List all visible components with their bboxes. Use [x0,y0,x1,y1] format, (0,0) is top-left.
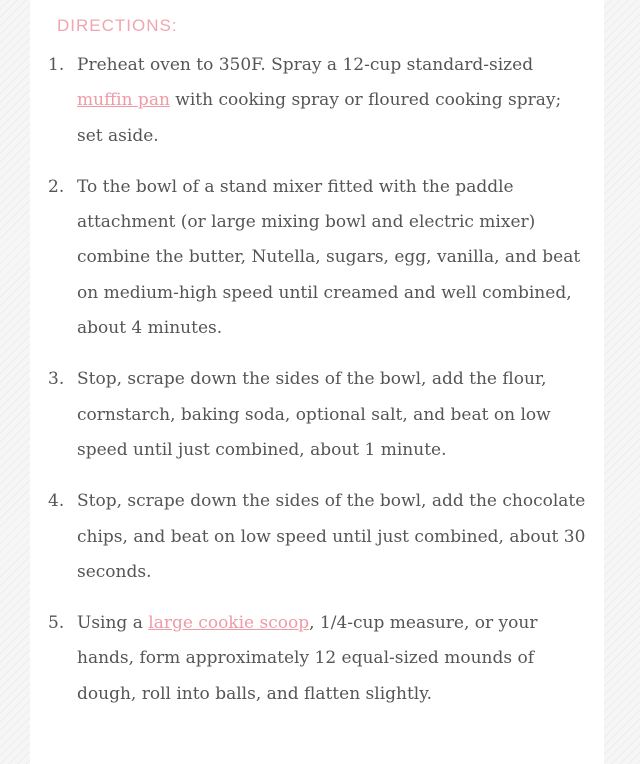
step-text [77,48,590,154]
step-3 [30,362,590,468]
step-2 [30,170,590,346]
step-text: Stop, scrape down the sides of the bowl, add the flour, cornstarch, baking soda, optional salt, and beat on low speed until just combined, about 1 minute. [77,369,551,460]
step-number: 1. [48,55,65,75]
step-1 [30,48,590,154]
muffin-pan-link[interactable]: muffin pan [77,90,170,111]
step-text-before: Preheat oven to 350F. Spray a 12-cup standard-sized [77,55,534,75]
step-number: 5. [48,613,65,634]
step-text: Stop, scrape down the sides of the bowl, add the chocolate chips, and beat on low speed until just combined, about 30 seconds. [77,491,586,582]
recipe-card [30,0,604,764]
step-text: To the bowl of a stand mixer fitted with the paddle attachment (or large mixing bowl and electric mixer) combine the butter, Nutella, sugars, egg, vanilla, and beat on medium-high speed until creamed and well combined, about 4 minutes. [77,176,581,339]
step-5 [30,606,590,712]
directions-heading: DIRECTIONS: [57,16,178,35]
step-number: 4. [48,491,65,512]
step-text-after: , 1/4-cup measure, or your hands, form approximately 12 equal-sized mounds of dough, roll into balls, and flatten slightly. [77,613,538,704]
step-text [77,606,590,712]
step-number: 3. [48,369,65,390]
step-text-before: Using a [77,613,149,634]
directions-list [30,48,590,728]
large-cookie-scoop-link[interactable]: large cookie scoop [148,613,310,634]
step-text-after: with cooking spray or floured cooking spray; set aside. [77,90,562,146]
step-number: 2. [48,176,65,197]
step-4 [30,484,590,590]
